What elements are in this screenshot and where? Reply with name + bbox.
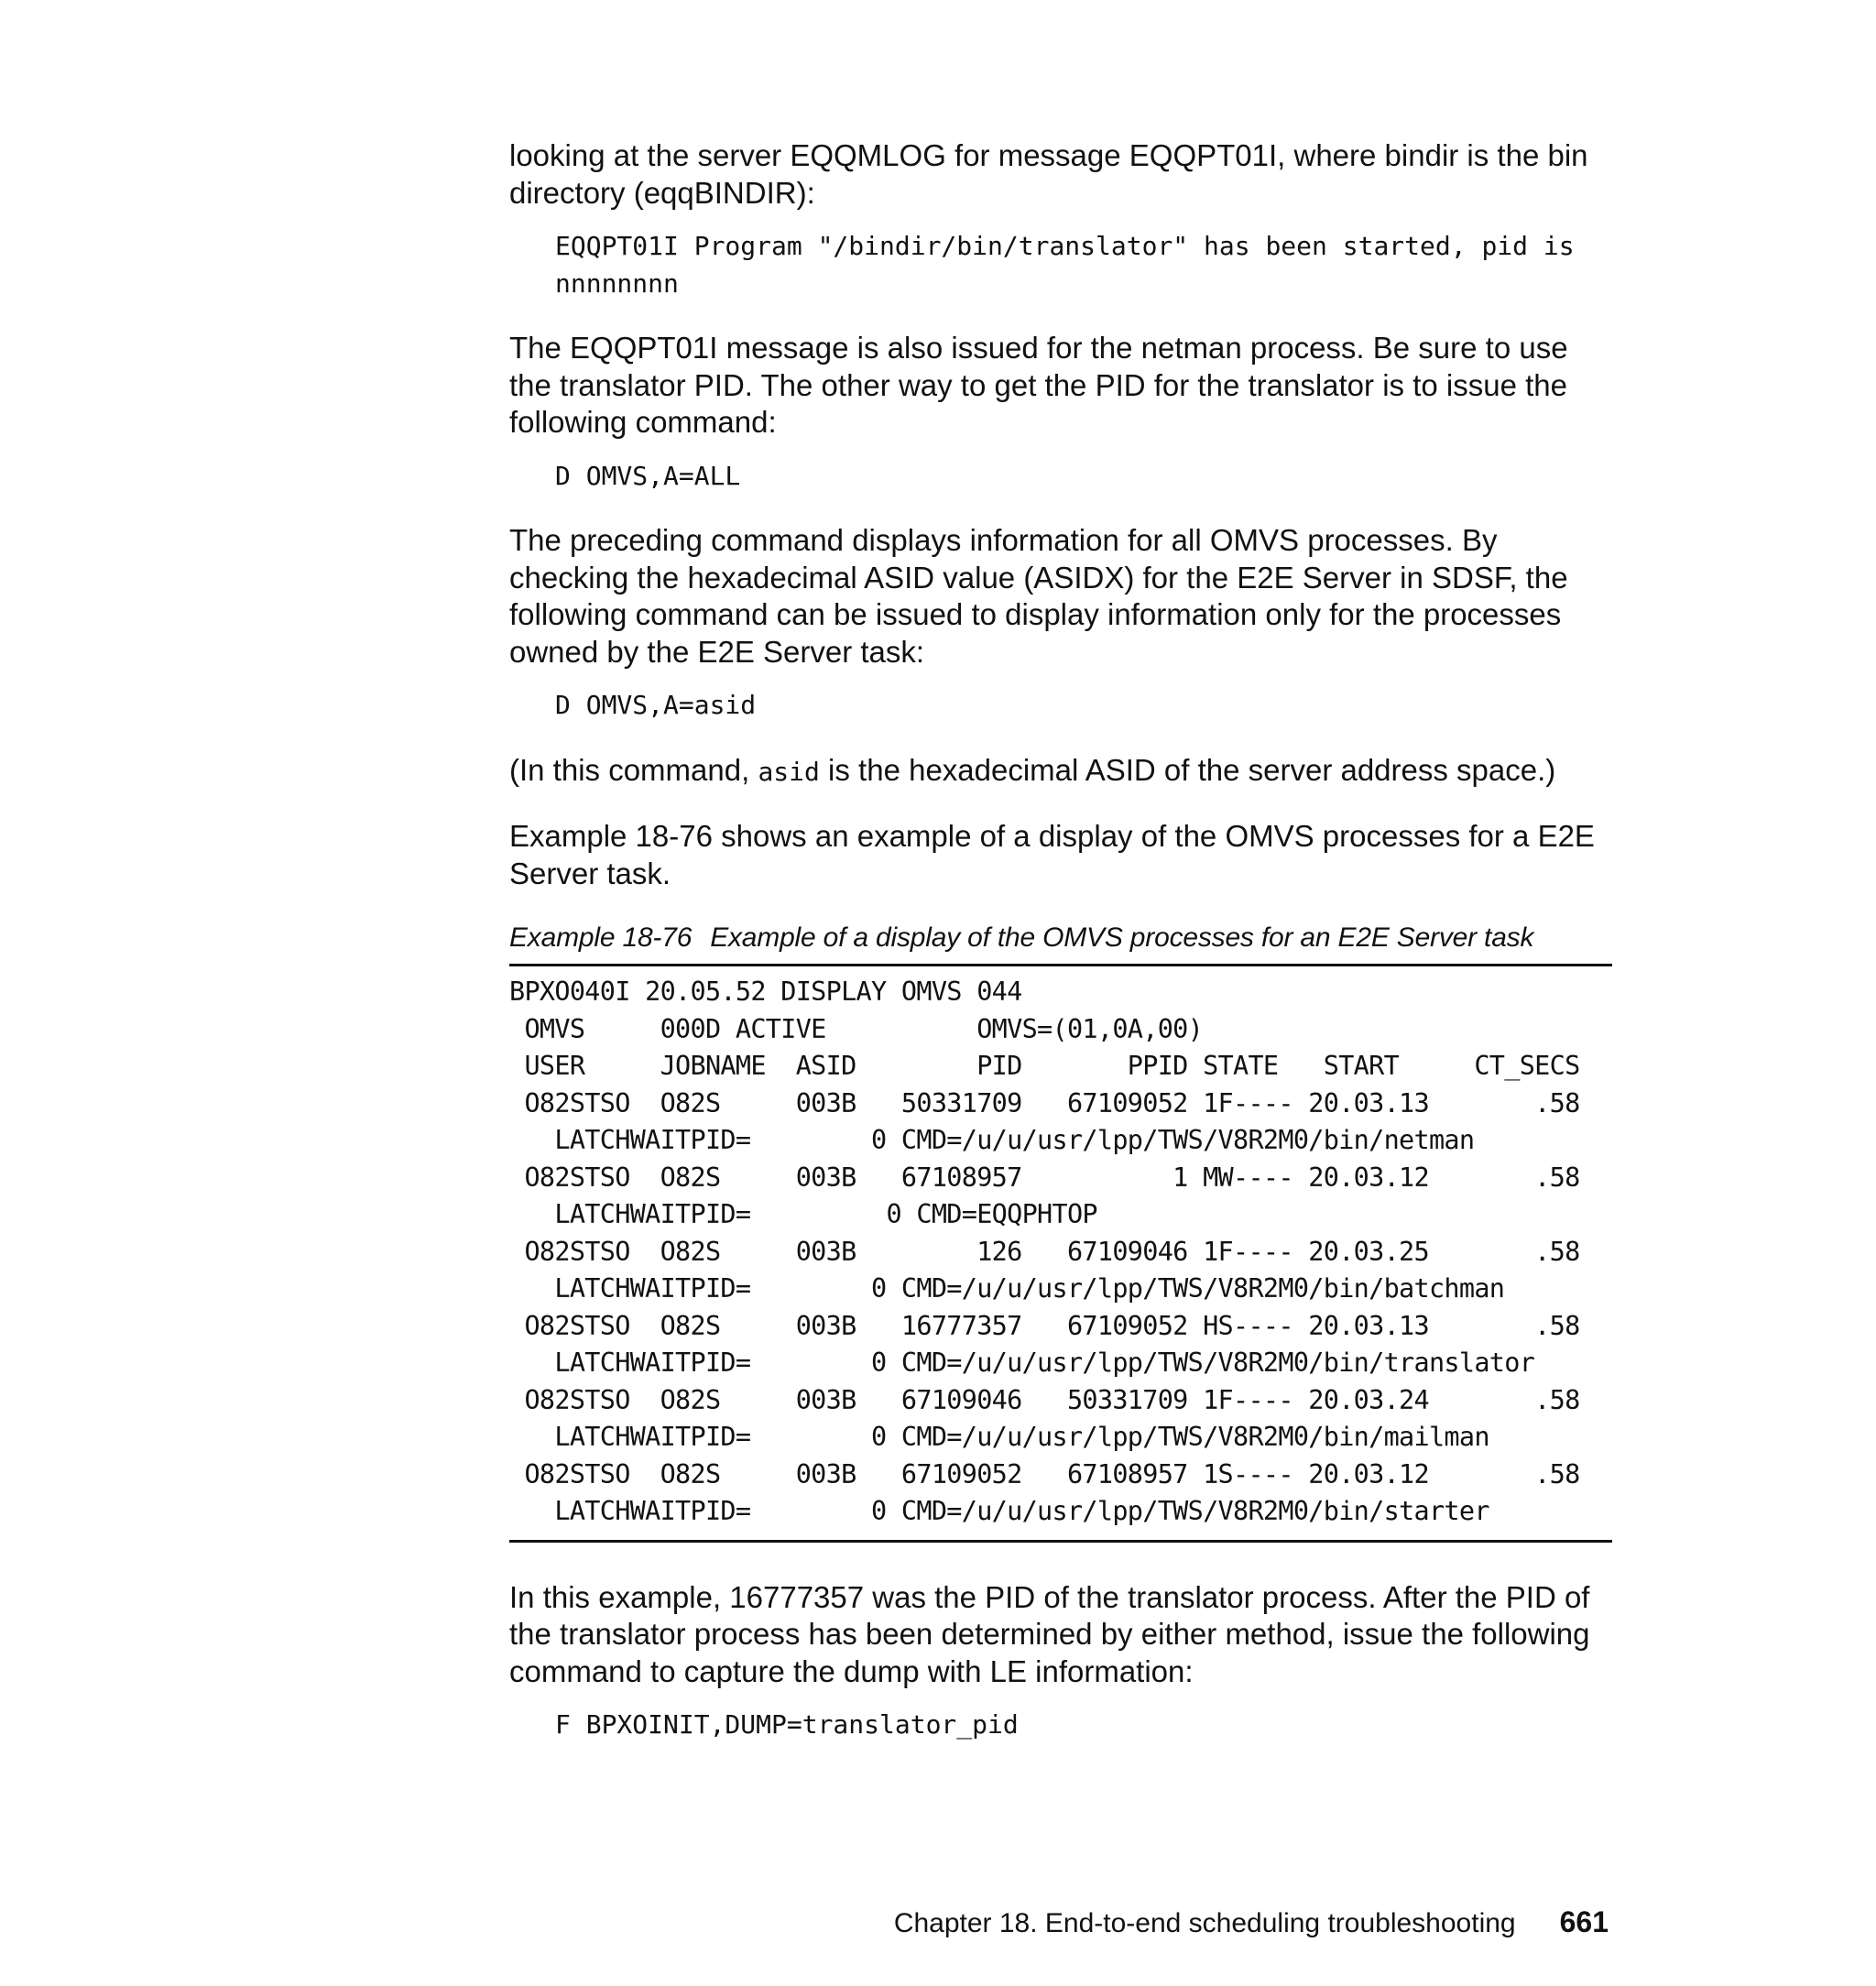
example-line: O82STSO O82S 003B 67109052 67108957 1S---- 20.03.12 .58 xyxy=(509,1458,1580,1490)
example-line: O82STSO O82S 003B 16777357 67109052 HS---- 20.03.13 .58 xyxy=(509,1310,1580,1341)
example-line: LATCHWAITPID= 0 CMD=/u/u/usr/lpp/TWS/V8R2M0/bin/netman xyxy=(509,1125,1475,1155)
example-line: LATCHWAITPID= 0 CMD=/u/u/usr/lpp/TWS/V8R2M0/bin/starter xyxy=(509,1496,1489,1526)
example-caption xyxy=(509,920,1612,956)
asid-inline-code: asid xyxy=(758,756,820,787)
paragraph-eqqmlog-intro: looking at the server EQQMLOG for message EQQPT01I, where bindir is the bin directory (eqqBINDIR): xyxy=(509,138,1588,210)
example-line: O82STSO O82S 003B 67108957 1 MW---- 20.03.12 .58 xyxy=(509,1162,1580,1193)
code-eqqpt01i-message: EQQPT01I Program "/bindir/bin/translator" has been started, pid is nnnnnnnn xyxy=(555,231,1575,299)
example-lines xyxy=(509,974,1612,1531)
example-line: BPXO040I 20.05.52 DISPLAY OMVS 044 xyxy=(509,977,1022,1007)
page-number: 661 xyxy=(1559,1905,1609,1938)
example-line: USER JOBNAME ASID PID PPID STATE START CT_SECS xyxy=(509,1051,1580,1081)
example-line: LATCHWAITPID= 0 CMD=/u/u/usr/lpp/TWS/V8R2M0/bin/batchman xyxy=(509,1273,1505,1304)
code-bpxoinit-dump: F BPXOINIT,DUMP=translator_pid xyxy=(555,1709,1019,1740)
example-line: LATCHWAITPID= 0 CMD=/u/u/usr/lpp/TWS/V8R2M0/bin/translator xyxy=(509,1348,1535,1378)
code-display-omvs-asid: D OMVS,A=asid xyxy=(555,690,757,720)
paragraph-netman-note: The EQQPT01I message is also issued for the netman process. Be sure to use the translator PID. The other way to get the PID for the translator is to issue the following command: xyxy=(509,331,1568,439)
page-content xyxy=(509,137,1612,1772)
example-line: LATCHWAITPID= 0 CMD=EQQPHTOP xyxy=(509,1199,1097,1229)
asid-note-prefix: (In this command, xyxy=(509,752,758,787)
paragraph-omvs-processes: The preceding command displays information for all OMVS processes. By checking the hexadecimal ASID value (ASIDX) for the E2E Server in SDSF, the following command can be issued to display information only for the processes owned by the E2E Server task: xyxy=(509,523,1568,669)
paragraph-translator-pid: In this example, 16777357 was the PID of the translator process. After the PID of the translator process has been determined by either method, issue the following command to capture the dump with LE information: xyxy=(509,1579,1590,1688)
code-display-omvs-all: D OMVS,A=ALL xyxy=(555,460,741,491)
paragraph-asid-note xyxy=(509,752,1612,791)
page-footer xyxy=(894,1904,1609,1942)
example-line: O82STSO O82S 003B 126 67109046 1F---- 20.03.25 .58 xyxy=(509,1236,1580,1267)
footer-chapter-title: Chapter 18. End-to-end scheduling troubleshooting xyxy=(893,1908,1516,1938)
example-line: O82STSO O82S 003B 50331709 67109052 1F---- 20.03.13 .58 xyxy=(509,1087,1580,1118)
example-label: Example 18-76 xyxy=(509,922,693,953)
paragraph-example-intro: Example 18-76 shows an example of a display of the OMVS processes for a E2E Server task. xyxy=(509,819,1595,890)
example-title: Example of a display of the OMVS processes for an E2E Server task xyxy=(710,922,1534,953)
asid-note-suffix: is the hexadecimal ASID of the server address space.) xyxy=(819,752,1556,787)
example-listing xyxy=(509,964,1612,1543)
example-line: O82STSO O82S 003B 67109046 50331709 1F---- 20.03.24 .58 xyxy=(509,1384,1580,1415)
example-line: LATCHWAITPID= 0 CMD=/u/u/usr/lpp/TWS/V8R2M0/bin/mailman xyxy=(509,1422,1489,1452)
example-line: OMVS 000D ACTIVE OMVS=(01,0A,00) xyxy=(509,1013,1204,1044)
